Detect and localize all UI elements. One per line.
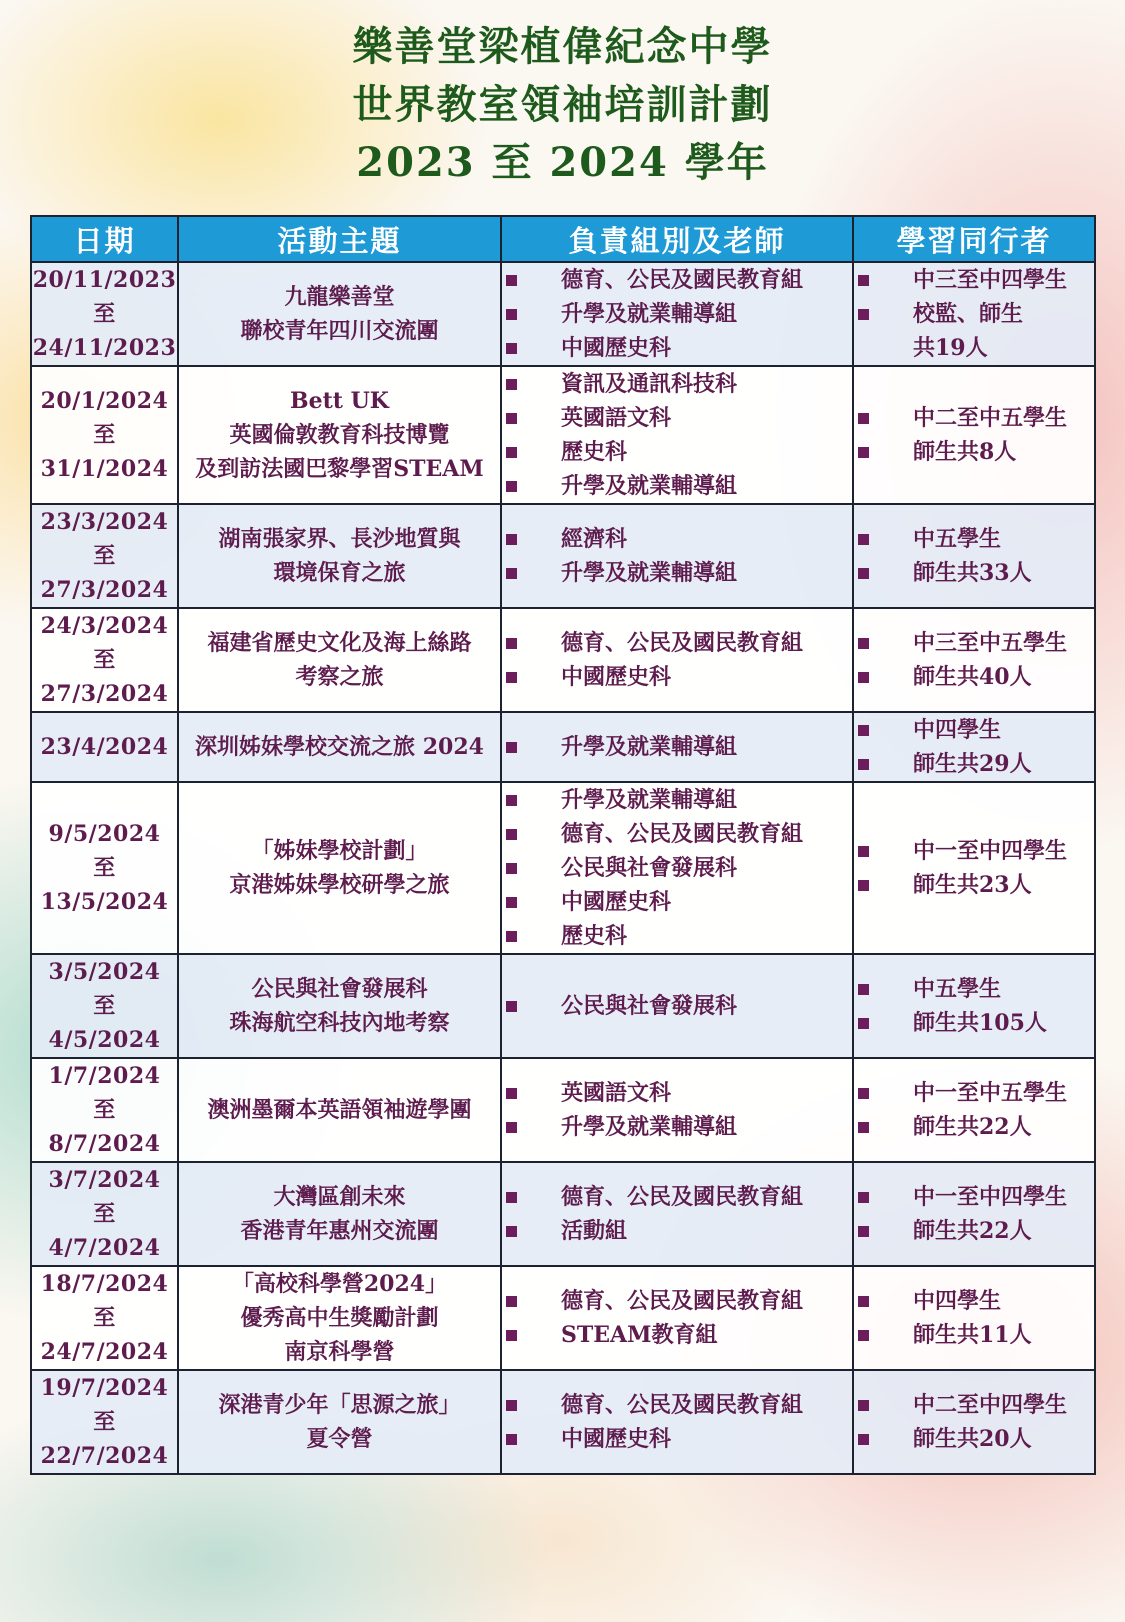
date-line: 至 bbox=[93, 1201, 116, 1227]
companions-list bbox=[854, 263, 1094, 365]
square-bullet-icon bbox=[858, 880, 869, 891]
cell-companions bbox=[853, 954, 1095, 1058]
date-line: 20/1/2024 bbox=[40, 388, 169, 414]
department-item bbox=[502, 626, 852, 660]
square-bullet-icon bbox=[506, 379, 517, 390]
square-bullet-icon bbox=[506, 534, 517, 545]
cell-topic bbox=[178, 1162, 501, 1266]
square-bullet-icon bbox=[506, 742, 517, 753]
cell-date bbox=[31, 504, 178, 608]
date-line: 3/7/2024 bbox=[48, 1167, 161, 1193]
cell-companions bbox=[853, 262, 1095, 366]
department-item bbox=[502, 817, 852, 851]
cell-companions bbox=[853, 1370, 1095, 1474]
companion-item bbox=[854, 660, 1094, 694]
department-item-label: 公民與社會發展科 bbox=[561, 855, 738, 881]
date-line: 3/5/2024 bbox=[48, 959, 161, 985]
department-item-label: 升學及就業輔導組 bbox=[561, 473, 738, 499]
topic-line: 珠海航空科技內地考察 bbox=[229, 1010, 450, 1036]
department-item-label: 德育、公民及國民教育組 bbox=[561, 267, 804, 293]
date-line: 24/11/2023 bbox=[32, 335, 177, 361]
department-item-label: 德育、公民及國民教育組 bbox=[561, 1184, 804, 1210]
department-item-label: 德育、公民及國民教育組 bbox=[561, 1392, 804, 1418]
companion-item-label: 校監、師生 bbox=[913, 301, 1024, 327]
departments-list bbox=[502, 626, 852, 694]
companion-item bbox=[854, 1110, 1094, 1144]
department-item-label: 中國歷史科 bbox=[561, 889, 672, 915]
topic-line: 九龍樂善堂 bbox=[284, 284, 395, 310]
departments-list bbox=[502, 522, 852, 590]
date-line: 27/3/2024 bbox=[40, 681, 169, 707]
topic-line: 優秀高中生獎勵計劃 bbox=[240, 1305, 439, 1331]
cell-departments bbox=[501, 262, 853, 366]
department-item bbox=[502, 783, 852, 817]
date-line: 27/3/2024 bbox=[40, 577, 169, 603]
cell-companions bbox=[853, 712, 1095, 782]
square-bullet-icon bbox=[506, 638, 517, 649]
companions-list bbox=[854, 626, 1094, 694]
date-line: 19/7/2024 bbox=[40, 1375, 169, 1401]
cell-companions bbox=[853, 1058, 1095, 1162]
department-item-label: 德育、公民及國民教育組 bbox=[561, 1288, 804, 1314]
square-bullet-icon bbox=[506, 931, 517, 942]
cell-topic bbox=[178, 1266, 501, 1370]
square-bullet-icon bbox=[506, 568, 517, 579]
companion-item bbox=[854, 1214, 1094, 1248]
cell-departments bbox=[501, 366, 853, 504]
square-bullet-icon bbox=[506, 1434, 517, 1445]
square-bullet-icon bbox=[858, 725, 869, 736]
department-item bbox=[502, 1180, 852, 1214]
companions-list bbox=[854, 1180, 1094, 1248]
department-item-label: 德育、公民及國民教育組 bbox=[561, 630, 804, 656]
topic-line: 深圳姊妹學校交流之旅 2024 bbox=[195, 734, 484, 760]
topic-line: 南京科學營 bbox=[284, 1339, 395, 1365]
department-item bbox=[502, 1076, 852, 1110]
department-item-label: 升學及就業輔導組 bbox=[561, 734, 738, 760]
table-row bbox=[31, 954, 1095, 1058]
department-item-label: 歷史科 bbox=[561, 439, 628, 465]
title-school: 樂善堂梁植偉紀念中學 bbox=[352, 23, 773, 70]
square-bullet-icon bbox=[858, 447, 869, 458]
companion-item-label: 中二至中四學生 bbox=[913, 1392, 1068, 1418]
companions-list bbox=[854, 522, 1094, 590]
square-bullet-icon bbox=[506, 413, 517, 424]
square-bullet-icon bbox=[858, 759, 869, 770]
square-bullet-icon bbox=[506, 275, 517, 286]
companions-list bbox=[854, 713, 1094, 781]
square-bullet-icon bbox=[506, 1088, 517, 1099]
companion-item-label: 師生共40人 bbox=[913, 664, 1032, 690]
companion-item-label: 師生共20人 bbox=[913, 1426, 1032, 1452]
department-item-label: 中國歷史科 bbox=[561, 1426, 672, 1452]
cell-date bbox=[31, 1370, 178, 1474]
department-item bbox=[502, 522, 852, 556]
square-bullet-icon bbox=[858, 846, 869, 857]
cell-topic bbox=[178, 608, 501, 712]
topic-line: 湖南張家界、長沙地質與 bbox=[218, 526, 461, 552]
cell-date bbox=[31, 608, 178, 712]
cell-departments bbox=[501, 504, 853, 608]
topic-line: 「姊妹學校計劃」 bbox=[251, 838, 428, 864]
companion-item-label: 師生共33人 bbox=[913, 560, 1032, 586]
companion-item-label: 中一至中四學生 bbox=[913, 838, 1068, 864]
cell-companions bbox=[853, 608, 1095, 712]
companion-item bbox=[854, 713, 1094, 747]
department-item bbox=[502, 1214, 852, 1248]
department-item bbox=[502, 919, 852, 953]
table-header-row bbox=[31, 216, 1095, 262]
cell-departments bbox=[501, 712, 853, 782]
companion-item-label: 師生共105人 bbox=[913, 1010, 1047, 1036]
topic-line: Bett UK bbox=[290, 388, 389, 414]
department-item-label: 公民與社會發展科 bbox=[561, 993, 738, 1019]
department-item-label: 中國歷史科 bbox=[561, 664, 672, 690]
date-line: 1/7/2024 bbox=[48, 1063, 161, 1089]
topic-line: 環境保育之旅 bbox=[273, 560, 406, 586]
square-bullet-icon bbox=[506, 1330, 517, 1341]
department-item-label: 升學及就業輔導組 bbox=[561, 301, 738, 327]
cell-companions bbox=[853, 1266, 1095, 1370]
cell-departments bbox=[501, 1370, 853, 1474]
table-row bbox=[31, 366, 1095, 504]
companion-item bbox=[854, 401, 1094, 435]
companion-item bbox=[854, 1006, 1094, 1040]
topic-line: 大灣區創未來 bbox=[273, 1184, 406, 1210]
companions-list bbox=[854, 1388, 1094, 1456]
date-line: 23/3/2024 bbox=[40, 509, 169, 535]
square-bullet-icon bbox=[506, 1226, 517, 1237]
cell-departments bbox=[501, 782, 853, 954]
square-bullet-icon bbox=[858, 1122, 869, 1133]
date-line: 24/3/2024 bbox=[40, 613, 169, 639]
companion-item-label: 師生共8人 bbox=[913, 439, 1017, 465]
companion-item bbox=[854, 626, 1094, 660]
departments-list bbox=[502, 989, 852, 1023]
table-row bbox=[31, 1058, 1095, 1162]
departments-list bbox=[502, 783, 852, 953]
department-item bbox=[502, 401, 852, 435]
date-line: 13/5/2024 bbox=[40, 889, 169, 915]
departments-list bbox=[502, 1076, 852, 1144]
companion-item bbox=[854, 747, 1094, 781]
cell-topic bbox=[178, 366, 501, 504]
department-item-label: 升學及就業輔導組 bbox=[561, 787, 738, 813]
date-line: 至 bbox=[93, 543, 116, 569]
square-bullet-icon bbox=[858, 1226, 869, 1237]
topic-line: 及到訪法國巴黎學習STEAM bbox=[195, 456, 484, 482]
cell-date bbox=[31, 1058, 178, 1162]
cell-topic bbox=[178, 954, 501, 1058]
square-bullet-icon bbox=[858, 1296, 869, 1307]
companion-item-label: 中一至中五學生 bbox=[913, 1080, 1068, 1106]
square-bullet-icon bbox=[858, 413, 869, 424]
square-bullet-icon bbox=[858, 1400, 869, 1411]
date-line: 4/7/2024 bbox=[48, 1235, 161, 1261]
department-item bbox=[502, 1422, 852, 1456]
companion-item bbox=[854, 263, 1094, 297]
square-bullet-icon bbox=[506, 1192, 517, 1203]
table-row bbox=[31, 712, 1095, 782]
header-departments: 負責組別及老師 bbox=[501, 216, 853, 262]
square-bullet-icon bbox=[506, 309, 517, 320]
department-item bbox=[502, 556, 852, 590]
companion-item bbox=[854, 556, 1094, 590]
companion-item-label: 中三至中五學生 bbox=[913, 630, 1068, 656]
square-bullet-icon bbox=[506, 343, 517, 354]
square-bullet-icon bbox=[858, 275, 869, 286]
cell-date bbox=[31, 1266, 178, 1370]
square-bullet-icon bbox=[506, 1122, 517, 1133]
page-title bbox=[0, 18, 1125, 192]
department-item-label: 活動組 bbox=[561, 1218, 628, 1244]
table-row bbox=[31, 782, 1095, 954]
companion-item bbox=[854, 297, 1094, 331]
companion-item-label: 中二至中五學生 bbox=[913, 405, 1068, 431]
date-line: 9/5/2024 bbox=[48, 821, 161, 847]
department-item-label: 中國歷史科 bbox=[561, 335, 672, 361]
department-item-label: 升學及就業輔導組 bbox=[561, 560, 738, 586]
department-item bbox=[502, 367, 852, 401]
title-year: 2023 至 2024 學年 bbox=[356, 139, 769, 186]
departments-list bbox=[502, 1180, 852, 1248]
square-bullet-icon bbox=[858, 568, 869, 579]
companion-item bbox=[854, 868, 1094, 902]
cell-topic bbox=[178, 1370, 501, 1474]
companion-item bbox=[854, 522, 1094, 556]
square-bullet-icon bbox=[506, 829, 517, 840]
date-line: 20/11/2023 bbox=[32, 267, 177, 293]
schedule-table bbox=[30, 215, 1096, 1475]
companions-list bbox=[854, 834, 1094, 902]
topic-line: 深港青少年「思源之旅」 bbox=[218, 1392, 461, 1418]
companion-item bbox=[854, 1318, 1094, 1352]
department-item-label: STEAM教育組 bbox=[561, 1322, 718, 1348]
topic-line: 考察之旅 bbox=[295, 664, 384, 690]
companion-item-label: 師生共23人 bbox=[913, 872, 1032, 898]
date-line: 23/4/2024 bbox=[40, 734, 169, 760]
companion-item-label: 中四學生 bbox=[913, 1288, 1002, 1314]
square-bullet-icon bbox=[858, 1330, 869, 1341]
department-item bbox=[502, 885, 852, 919]
companion-item bbox=[854, 331, 1094, 365]
cell-companions bbox=[853, 1162, 1095, 1266]
cell-topic bbox=[178, 782, 501, 954]
topic-line: 澳洲墨爾本英語領袖遊學團 bbox=[207, 1097, 472, 1123]
cell-departments bbox=[501, 1058, 853, 1162]
department-item bbox=[502, 1388, 852, 1422]
topic-line: 香港青年惠州交流團 bbox=[240, 1218, 439, 1244]
departments-list bbox=[502, 1388, 852, 1456]
companion-item-label: 中五學生 bbox=[913, 526, 1002, 552]
date-line: 22/7/2024 bbox=[40, 1443, 169, 1469]
date-line: 至 bbox=[93, 301, 116, 327]
header-date: 日期 bbox=[31, 216, 178, 262]
square-bullet-icon bbox=[858, 1088, 869, 1099]
cell-departments bbox=[501, 1162, 853, 1266]
date-line: 至 bbox=[93, 1305, 116, 1331]
departments-list bbox=[502, 1284, 852, 1352]
topic-line: 京港姊妹學校研學之旅 bbox=[229, 872, 450, 898]
department-item bbox=[502, 297, 852, 331]
cell-date bbox=[31, 954, 178, 1058]
department-item bbox=[502, 1284, 852, 1318]
cell-departments bbox=[501, 608, 853, 712]
companion-item-label: 師生共22人 bbox=[913, 1218, 1032, 1244]
cell-topic bbox=[178, 504, 501, 608]
topic-line: 英國倫敦教育科技博覽 bbox=[229, 422, 450, 448]
date-line: 至 bbox=[93, 1409, 116, 1435]
cell-companions bbox=[853, 504, 1095, 608]
department-item bbox=[502, 851, 852, 885]
table-row bbox=[31, 1370, 1095, 1474]
companion-item-label: 中五學生 bbox=[913, 976, 1002, 1002]
square-bullet-icon bbox=[858, 672, 869, 683]
departments-list bbox=[502, 263, 852, 365]
date-line: 至 bbox=[93, 647, 116, 673]
companion-item bbox=[854, 972, 1094, 1006]
square-bullet-icon bbox=[506, 863, 517, 874]
department-item bbox=[502, 1318, 852, 1352]
department-item bbox=[502, 1110, 852, 1144]
department-item-label: 英國語文科 bbox=[561, 405, 672, 431]
companion-item-label: 中一至中四學生 bbox=[913, 1184, 1068, 1210]
square-bullet-icon bbox=[506, 447, 517, 458]
square-bullet-icon bbox=[506, 672, 517, 683]
companions-list bbox=[854, 972, 1094, 1040]
companion-item-label: 師生共22人 bbox=[913, 1114, 1032, 1140]
department-item bbox=[502, 469, 852, 503]
companion-item-label: 中三至中四學生 bbox=[913, 267, 1068, 293]
companion-item bbox=[854, 1076, 1094, 1110]
cell-companions bbox=[853, 366, 1095, 504]
topic-line: 「高校科學營2024」 bbox=[231, 1271, 448, 1297]
square-bullet-icon bbox=[858, 309, 869, 320]
departments-list bbox=[502, 730, 852, 764]
cell-date bbox=[31, 262, 178, 366]
companion-item-label: 師生共11人 bbox=[913, 1322, 1032, 1348]
date-line: 8/7/2024 bbox=[48, 1131, 161, 1157]
companion-item bbox=[854, 834, 1094, 868]
square-bullet-icon bbox=[506, 897, 517, 908]
square-bullet-icon bbox=[858, 1018, 869, 1029]
department-item bbox=[502, 660, 852, 694]
square-bullet-icon bbox=[506, 481, 517, 492]
header-companions: 學習同行者 bbox=[853, 216, 1095, 262]
date-line: 至 bbox=[93, 1097, 116, 1123]
department-item-label: 資訊及通訊科技科 bbox=[561, 371, 738, 397]
companion-item-label: 共19人 bbox=[913, 335, 988, 361]
title-program: 世界教室領袖培訓計劃 bbox=[352, 81, 773, 128]
cell-departments bbox=[501, 954, 853, 1058]
table-row bbox=[31, 1266, 1095, 1370]
department-item bbox=[502, 331, 852, 365]
cell-date bbox=[31, 1162, 178, 1266]
department-item-label: 德育、公民及國民教育組 bbox=[561, 821, 804, 847]
date-line: 24/7/2024 bbox=[40, 1339, 169, 1365]
department-item-label: 升學及就業輔導組 bbox=[561, 1114, 738, 1140]
cell-companions bbox=[853, 782, 1095, 954]
cell-date bbox=[31, 712, 178, 782]
companion-item bbox=[854, 1422, 1094, 1456]
square-bullet-icon bbox=[506, 795, 517, 806]
companion-item bbox=[854, 1388, 1094, 1422]
cell-departments bbox=[501, 1266, 853, 1370]
table-row bbox=[31, 1162, 1095, 1266]
department-item bbox=[502, 435, 852, 469]
table-row bbox=[31, 504, 1095, 608]
topic-line: 公民與社會發展科 bbox=[251, 976, 428, 1002]
companion-item bbox=[854, 1180, 1094, 1214]
companions-list bbox=[854, 401, 1094, 469]
cell-date bbox=[31, 782, 178, 954]
square-bullet-icon bbox=[858, 984, 869, 995]
companion-item bbox=[854, 1284, 1094, 1318]
header-topic: 活動主題 bbox=[178, 216, 501, 262]
square-bullet-icon bbox=[506, 1001, 517, 1012]
square-bullet-icon bbox=[858, 534, 869, 545]
department-item-label: 英國語文科 bbox=[561, 1080, 672, 1106]
date-line: 18/7/2024 bbox=[40, 1271, 169, 1297]
date-line: 至 bbox=[93, 855, 116, 881]
companion-item-label: 師生共29人 bbox=[913, 751, 1032, 777]
table-row bbox=[31, 608, 1095, 712]
departments-list bbox=[502, 367, 852, 503]
square-bullet-icon bbox=[858, 638, 869, 649]
date-line: 至 bbox=[93, 993, 116, 1019]
department-item bbox=[502, 263, 852, 297]
cell-date bbox=[31, 366, 178, 504]
topic-line: 夏令營 bbox=[306, 1426, 373, 1452]
companions-list bbox=[854, 1284, 1094, 1352]
cell-topic bbox=[178, 712, 501, 782]
department-item-label: 經濟科 bbox=[561, 526, 628, 552]
square-bullet-icon bbox=[858, 1434, 869, 1445]
companions-list bbox=[854, 1076, 1094, 1144]
department-item-label: 歷史科 bbox=[561, 923, 628, 949]
companion-item bbox=[854, 435, 1094, 469]
date-line: 至 bbox=[93, 422, 116, 448]
companion-item-label: 中四學生 bbox=[913, 717, 1002, 743]
cell-topic bbox=[178, 262, 501, 366]
cell-topic bbox=[178, 1058, 501, 1162]
date-line: 31/1/2024 bbox=[40, 456, 169, 482]
square-bullet-icon bbox=[506, 1400, 517, 1411]
date-line: 4/5/2024 bbox=[48, 1027, 161, 1053]
schedule-body bbox=[31, 262, 1095, 1474]
topic-line: 聯校青年四川交流團 bbox=[240, 318, 439, 344]
department-item bbox=[502, 730, 852, 764]
topic-line: 福建省歷史文化及海上絲路 bbox=[207, 630, 472, 656]
table-row bbox=[31, 262, 1095, 366]
square-bullet-icon bbox=[506, 1296, 517, 1307]
square-bullet-icon bbox=[858, 1192, 869, 1203]
department-item bbox=[502, 989, 852, 1023]
